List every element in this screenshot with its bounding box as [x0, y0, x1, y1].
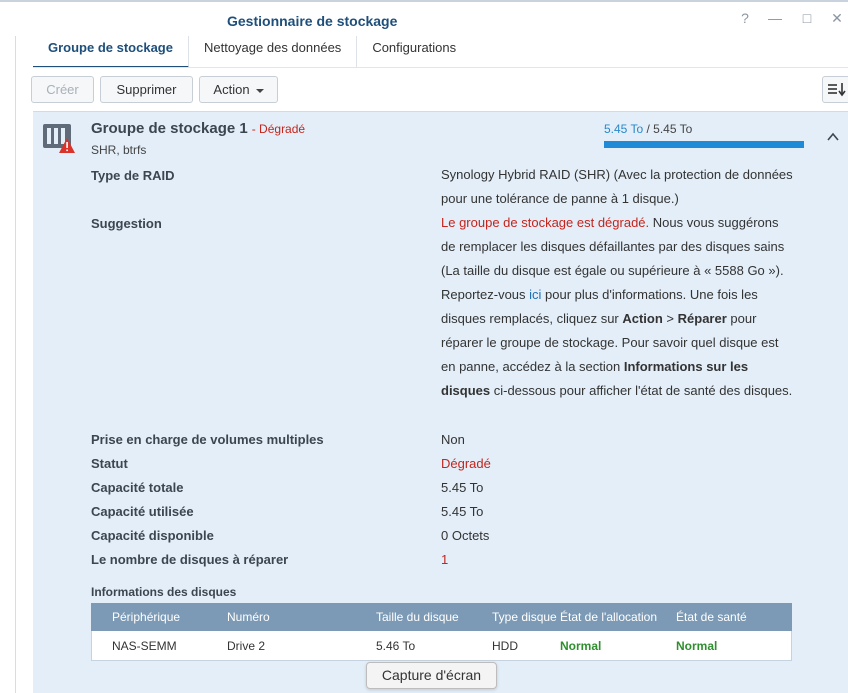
pool-subtitle: SHR, btrfs	[91, 143, 147, 157]
capacity-total: 5.45 To	[653, 122, 693, 136]
pool-name: Groupe de stockage 1	[91, 120, 248, 137]
sidebar-edge	[15, 36, 16, 693]
capacity-bar	[604, 141, 804, 148]
screenshot-tooltip: Capture d'écran	[366, 662, 497, 689]
tab-data-scrubbing[interactable]: Nettoyage des données	[189, 36, 357, 68]
suggestion-part-5: ci-dessous pour afficher l'état de santé des disques.	[490, 383, 793, 398]
column-header-type[interactable]: Type disque	[492, 610, 557, 624]
delete-button[interactable]: Supprimer	[100, 76, 193, 103]
status-value: Dégradé	[441, 456, 491, 471]
help-icon[interactable]: ?	[741, 10, 749, 26]
used-capacity-label: Capacité utilisée	[91, 504, 194, 519]
sort-button[interactable]	[822, 76, 848, 103]
column-header-health[interactable]: État de santé	[676, 610, 747, 624]
raid-type-label: Type de RAID	[91, 168, 175, 183]
disk-table	[91, 603, 792, 661]
window-title: Gestionnaire de stockage	[227, 13, 398, 29]
free-capacity-value: 0 Octets	[441, 528, 490, 543]
suggestion-part-1: Nous vous suggérons de remplacer les disques défaillantes par des disques sains (La taille du disque est égale ou supérieure à « 5588 Go »). Reportez-vous	[441, 215, 785, 302]
action-button-label: Action	[213, 82, 250, 97]
minimize-icon[interactable]: —	[768, 10, 782, 26]
total-capacity-label: Capacité totale	[91, 480, 184, 495]
create-button[interactable]: Créer	[31, 76, 94, 103]
suggestion-part-3: >	[662, 311, 678, 326]
capacity-readout	[604, 122, 692, 136]
suggestion-part-2: pour plus d'informations. Une fois les disques remplacés, cliquez sur	[441, 287, 758, 326]
suggestion-label: Suggestion	[91, 216, 162, 231]
column-header-device[interactable]: Périphérique	[112, 610, 181, 624]
free-capacity-label: Capacité disponible	[91, 528, 214, 543]
status-label: Statut	[91, 456, 128, 471]
action-button[interactable]	[199, 76, 278, 103]
cell-device: NAS-SEMM	[112, 639, 177, 653]
column-header-size[interactable]: Taille du disque	[376, 610, 459, 624]
suggestion-alert: Le groupe de stockage est dégradé.	[441, 215, 650, 230]
column-header-allocation[interactable]: État de l'allocation	[560, 610, 658, 624]
pool-status: - Dégradé	[251, 122, 306, 136]
column-header-number[interactable]: Numéro	[227, 610, 270, 624]
disk-table-header	[91, 603, 792, 631]
suggestion-repair-text: Réparer	[677, 311, 727, 326]
multi-volume-value: Non	[441, 432, 465, 447]
suggestion-disk-info-text: Informations sur les disques	[441, 359, 749, 398]
disks-to-repair-label: Le nombre de disques à réparer	[91, 552, 289, 567]
capacity-used: 5.45 To	[604, 122, 644, 136]
cell-health-status: Normal	[676, 639, 718, 653]
maximize-icon[interactable]: □	[802, 10, 812, 26]
capacity-separator: /	[643, 122, 654, 136]
cell-type: HDD	[492, 639, 518, 653]
suggestion-text	[441, 211, 796, 403]
chevron-down-icon	[256, 89, 264, 93]
tab-configurations[interactable]: Configurations	[372, 40, 457, 55]
sort-icon	[823, 77, 848, 102]
total-capacity-value: 5.45 To	[441, 480, 484, 495]
tab-bar	[33, 36, 471, 68]
used-capacity-value: 5.45 To	[441, 504, 484, 519]
multi-volume-label: Prise en charge de volumes multiples	[91, 432, 324, 447]
disks-to-repair-value: 1	[441, 552, 449, 567]
suggestion-action-text: Action	[622, 311, 663, 326]
storage-pool-warning-icon	[43, 124, 75, 154]
pool-title	[91, 120, 305, 137]
cell-number: Drive 2	[227, 639, 266, 653]
capacity-bar-fill	[604, 141, 804, 148]
cell-size: 5.46 To	[376, 639, 416, 653]
storage-pool-panel	[33, 111, 848, 693]
suggestion-help-link[interactable]: ici	[529, 287, 542, 302]
suggestion-part-4: pour réparer le groupe de stockage. Pour savoir quel disque est en panne, accédez à la section	[441, 311, 779, 374]
raid-type-value: Synology Hybrid RAID (SHR) (Avec la protection de données pour une tolérance de panne à 1 disque.)	[441, 167, 793, 206]
tab-storage-pool[interactable]: Groupe de stockage	[33, 36, 189, 68]
disk-info-heading: Informations des disques	[91, 585, 237, 599]
close-icon[interactable]: ✕	[831, 10, 843, 26]
table-row[interactable]	[91, 631, 792, 661]
chevron-up-icon[interactable]	[826, 130, 840, 144]
tab-divider	[33, 67, 848, 68]
cell-allocation-status: Normal	[560, 639, 602, 653]
window-titlebar	[0, 0, 848, 36]
